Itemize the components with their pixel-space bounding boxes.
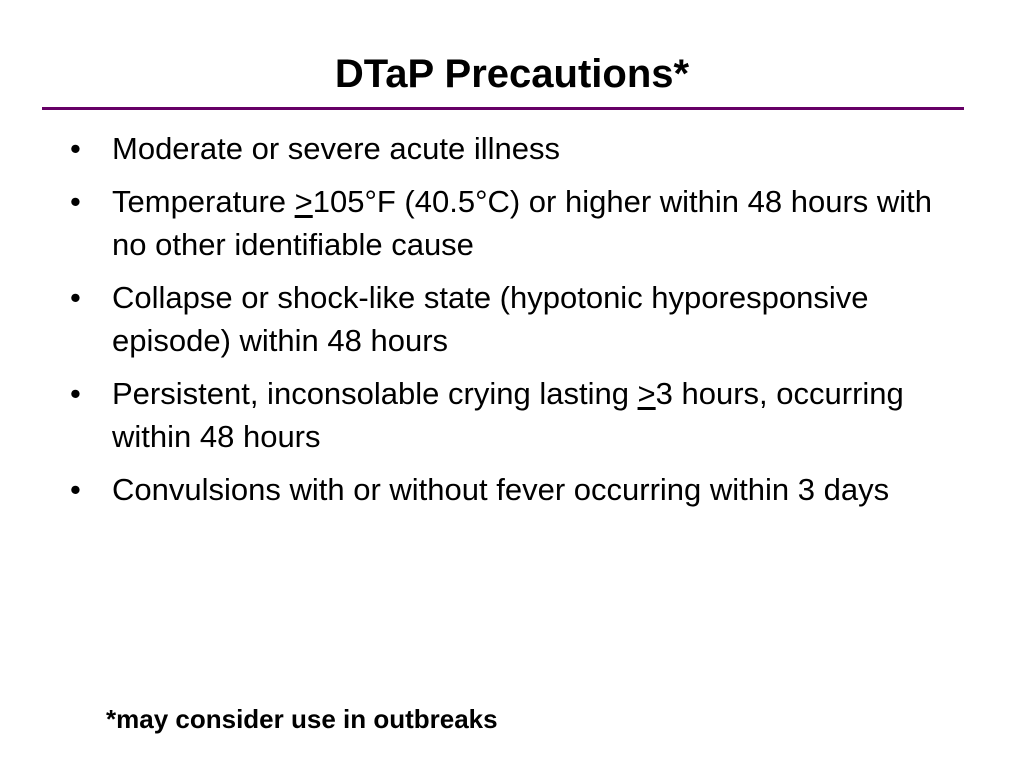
bullet-text: Moderate or severe acute illness	[112, 131, 561, 166]
greater-equal-symbol: >	[637, 376, 656, 411]
greater-equal-symbol: >	[294, 184, 313, 219]
bullet-icon: •	[70, 376, 81, 411]
bullet-text: Persistent, inconsolable crying lasting	[112, 376, 638, 411]
bullet-text: Convulsions with or without fever occurring within 3 days	[112, 472, 890, 507]
bullet-icon: •	[70, 131, 81, 166]
bullet-text: Temperature	[112, 184, 295, 219]
list-item	[70, 372, 970, 458]
footnote: *may consider use in outbreaks	[106, 704, 498, 734]
bullet-icon: •	[70, 280, 81, 315]
list-item	[70, 468, 970, 511]
list-item	[70, 127, 970, 170]
title-divider	[42, 107, 964, 110]
precautions-list	[70, 127, 970, 521]
bullet-text-continued: 3 hours, occurring within 48 hours	[112, 376, 904, 454]
bullet-text: Collapse or shock-like state (hypotonic hyporesponsive episode) within 48 hours	[112, 280, 869, 358]
bullet-text-continued: 105°F (40.5°C) or higher within 48 hours with no other identifiable cause	[112, 184, 933, 262]
list-item	[70, 276, 970, 362]
bullet-icon: •	[70, 184, 81, 219]
list-item	[70, 180, 970, 266]
slide-title: DTaP Precautions*	[334, 52, 690, 96]
bullet-icon: •	[70, 472, 81, 507]
